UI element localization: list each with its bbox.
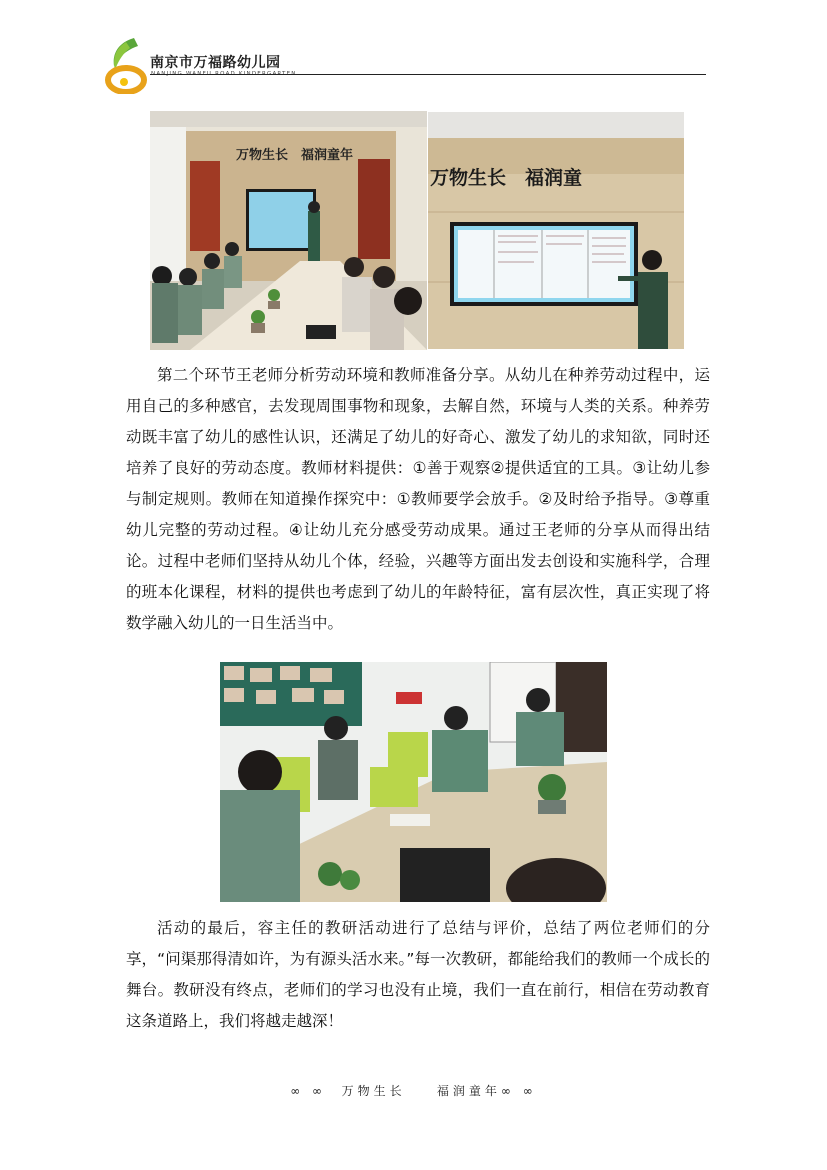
wall-slogan-right: 万物生长 福润童	[430, 167, 583, 189]
teachers-meeting-photo	[220, 662, 607, 902]
meeting-room-photo-left	[150, 111, 427, 350]
page-footer: ∞ ∞ 万物生长 福润童年∞ ∞	[290, 1084, 537, 1098]
page-header	[100, 34, 706, 96]
school-name-en: NANJING WANFU ROAD KINDERGARTEN	[151, 71, 297, 77]
header-divider	[150, 74, 706, 75]
school-name-cn: 南京市万福路幼儿园	[150, 55, 281, 71]
kindergarten-logo-icon	[104, 36, 148, 94]
wall-slogan-left: 万物生长 福润童年	[236, 148, 354, 163]
presentation-photo-right	[428, 112, 684, 349]
body-paragraph-1: 第二个环节王老师分析劳动环境和教师准备分享。从幼儿在种养劳动过程中，运用自己的多种感官，去发现周围事物和现象，去解自然，环境与人类的关系。种养劳动既丰富了幼儿的感性认识，还满足了幼儿的好奇心、激发了幼儿的求知欲，同时还培养了良好的劳动态度。教师材料提供：①善于观察②提供适宜的工具。③让幼儿参与制定规则。教师在知道操作探究中：①教师要学会放手。②及时给予指导。③尊重幼儿完整的劳动过程。④让幼儿充分感受劳动成果。通过王老师的分享从而得出结论。过程中老师们坚持从幼儿个体，经验，兴趣等方面出发去创设和实施科学，合理的班本化课程，材料的提供也考虑到了幼儿的年龄特征，富有层次性，真正实现了将数学融入幼儿的一日生活当中。	[126, 366, 710, 632]
body-paragraph-2: 活动的最后，容主任的教研活动进行了总结与评价，总结了两位老师们的分享，“问渠那得清如许，为有源头活水来。”每一次教研，都能给我们的教师一个成长的舞台。教研没有终点，老师们的学习也没有止境，我们一直在前行，相信在劳动教育这条道路上，我们将越走越深！	[126, 919, 710, 1030]
